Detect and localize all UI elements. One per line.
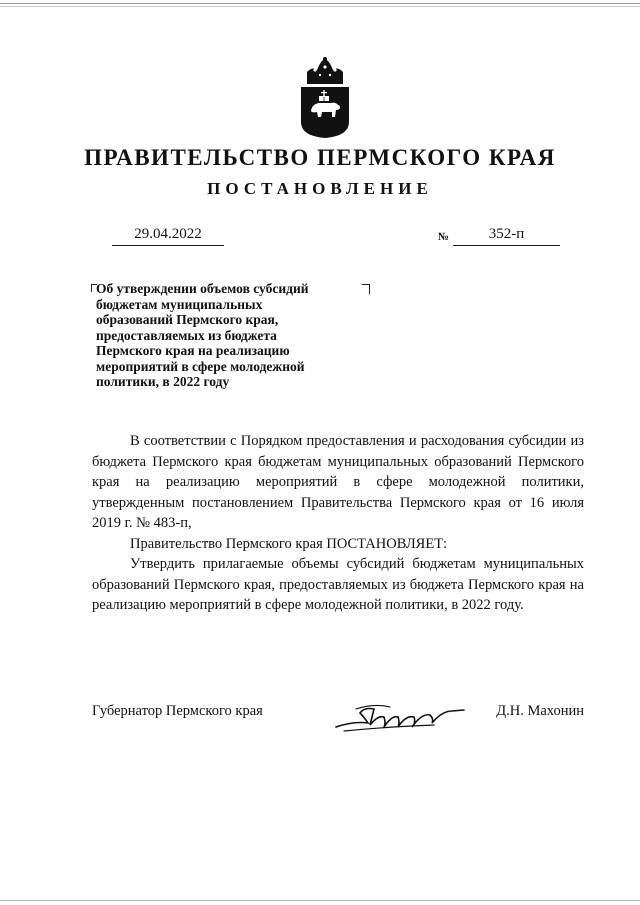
document-date: 29.04.2022 [112, 226, 224, 246]
government-name: ПРАВИТЕЛЬСТВО ПЕРМСКОГО КРАЯ [84, 145, 556, 170]
subject-corner-right [362, 284, 370, 294]
document-subject [96, 281, 346, 390]
document-body [92, 431, 584, 616]
subject-line: предоставляемых из бюджета [96, 327, 277, 343]
handwritten-signature-icon [334, 697, 466, 737]
scan-border-bottom [0, 900, 640, 901]
signer-name: Д.Н. Махонин [496, 703, 584, 719]
document-type: ПОСТАНОВЛЕНИЕ [207, 179, 433, 198]
number-sign: № [438, 231, 450, 243]
subject-line: политики, в 2022 году [96, 374, 230, 389]
signer-position: Губернатор Пермского края [92, 703, 263, 719]
subject-line: Пермского края на реализацию [96, 343, 290, 358]
signature-block [92, 703, 584, 743]
body-paragraph-resolves: Правительство Пермского края ПОСТАНОВЛЯЕТ: [130, 535, 448, 552]
subject-line: Об утверждении объемов субсидий [96, 281, 309, 296]
subject-line: образований Пермского края, [96, 312, 279, 327]
document-number: 352-п [453, 226, 560, 246]
scan-border-top [0, 3, 640, 4]
subject-line: бюджетам муниципальных [96, 296, 263, 312]
body-paragraph-basis: В соответствии с Порядком предоставления и расходования субсидии из бюджета Пермского края бюджетам муниципальных образований Пермского края на реализацию мероприятий в сфере молодежной политики, утвержденным постановлением Правительства Пермского края от 16 июля 2019 г. № 483-п, [92, 433, 584, 531]
subject-line: мероприятий в сфере молодежной [96, 358, 305, 374]
body-paragraph-approve: Утвердить прилагаемые объемы субсидий бюджетам муниципальных образований Пермского края, предоставляемых из бюджета Пермского края на реализацию мероприятий в сфере молодежной политики, в 2022 году. [92, 556, 584, 613]
perm-krai-coat-of-arms-icon [295, 56, 355, 140]
scan-border-top-inner [0, 6, 640, 7]
